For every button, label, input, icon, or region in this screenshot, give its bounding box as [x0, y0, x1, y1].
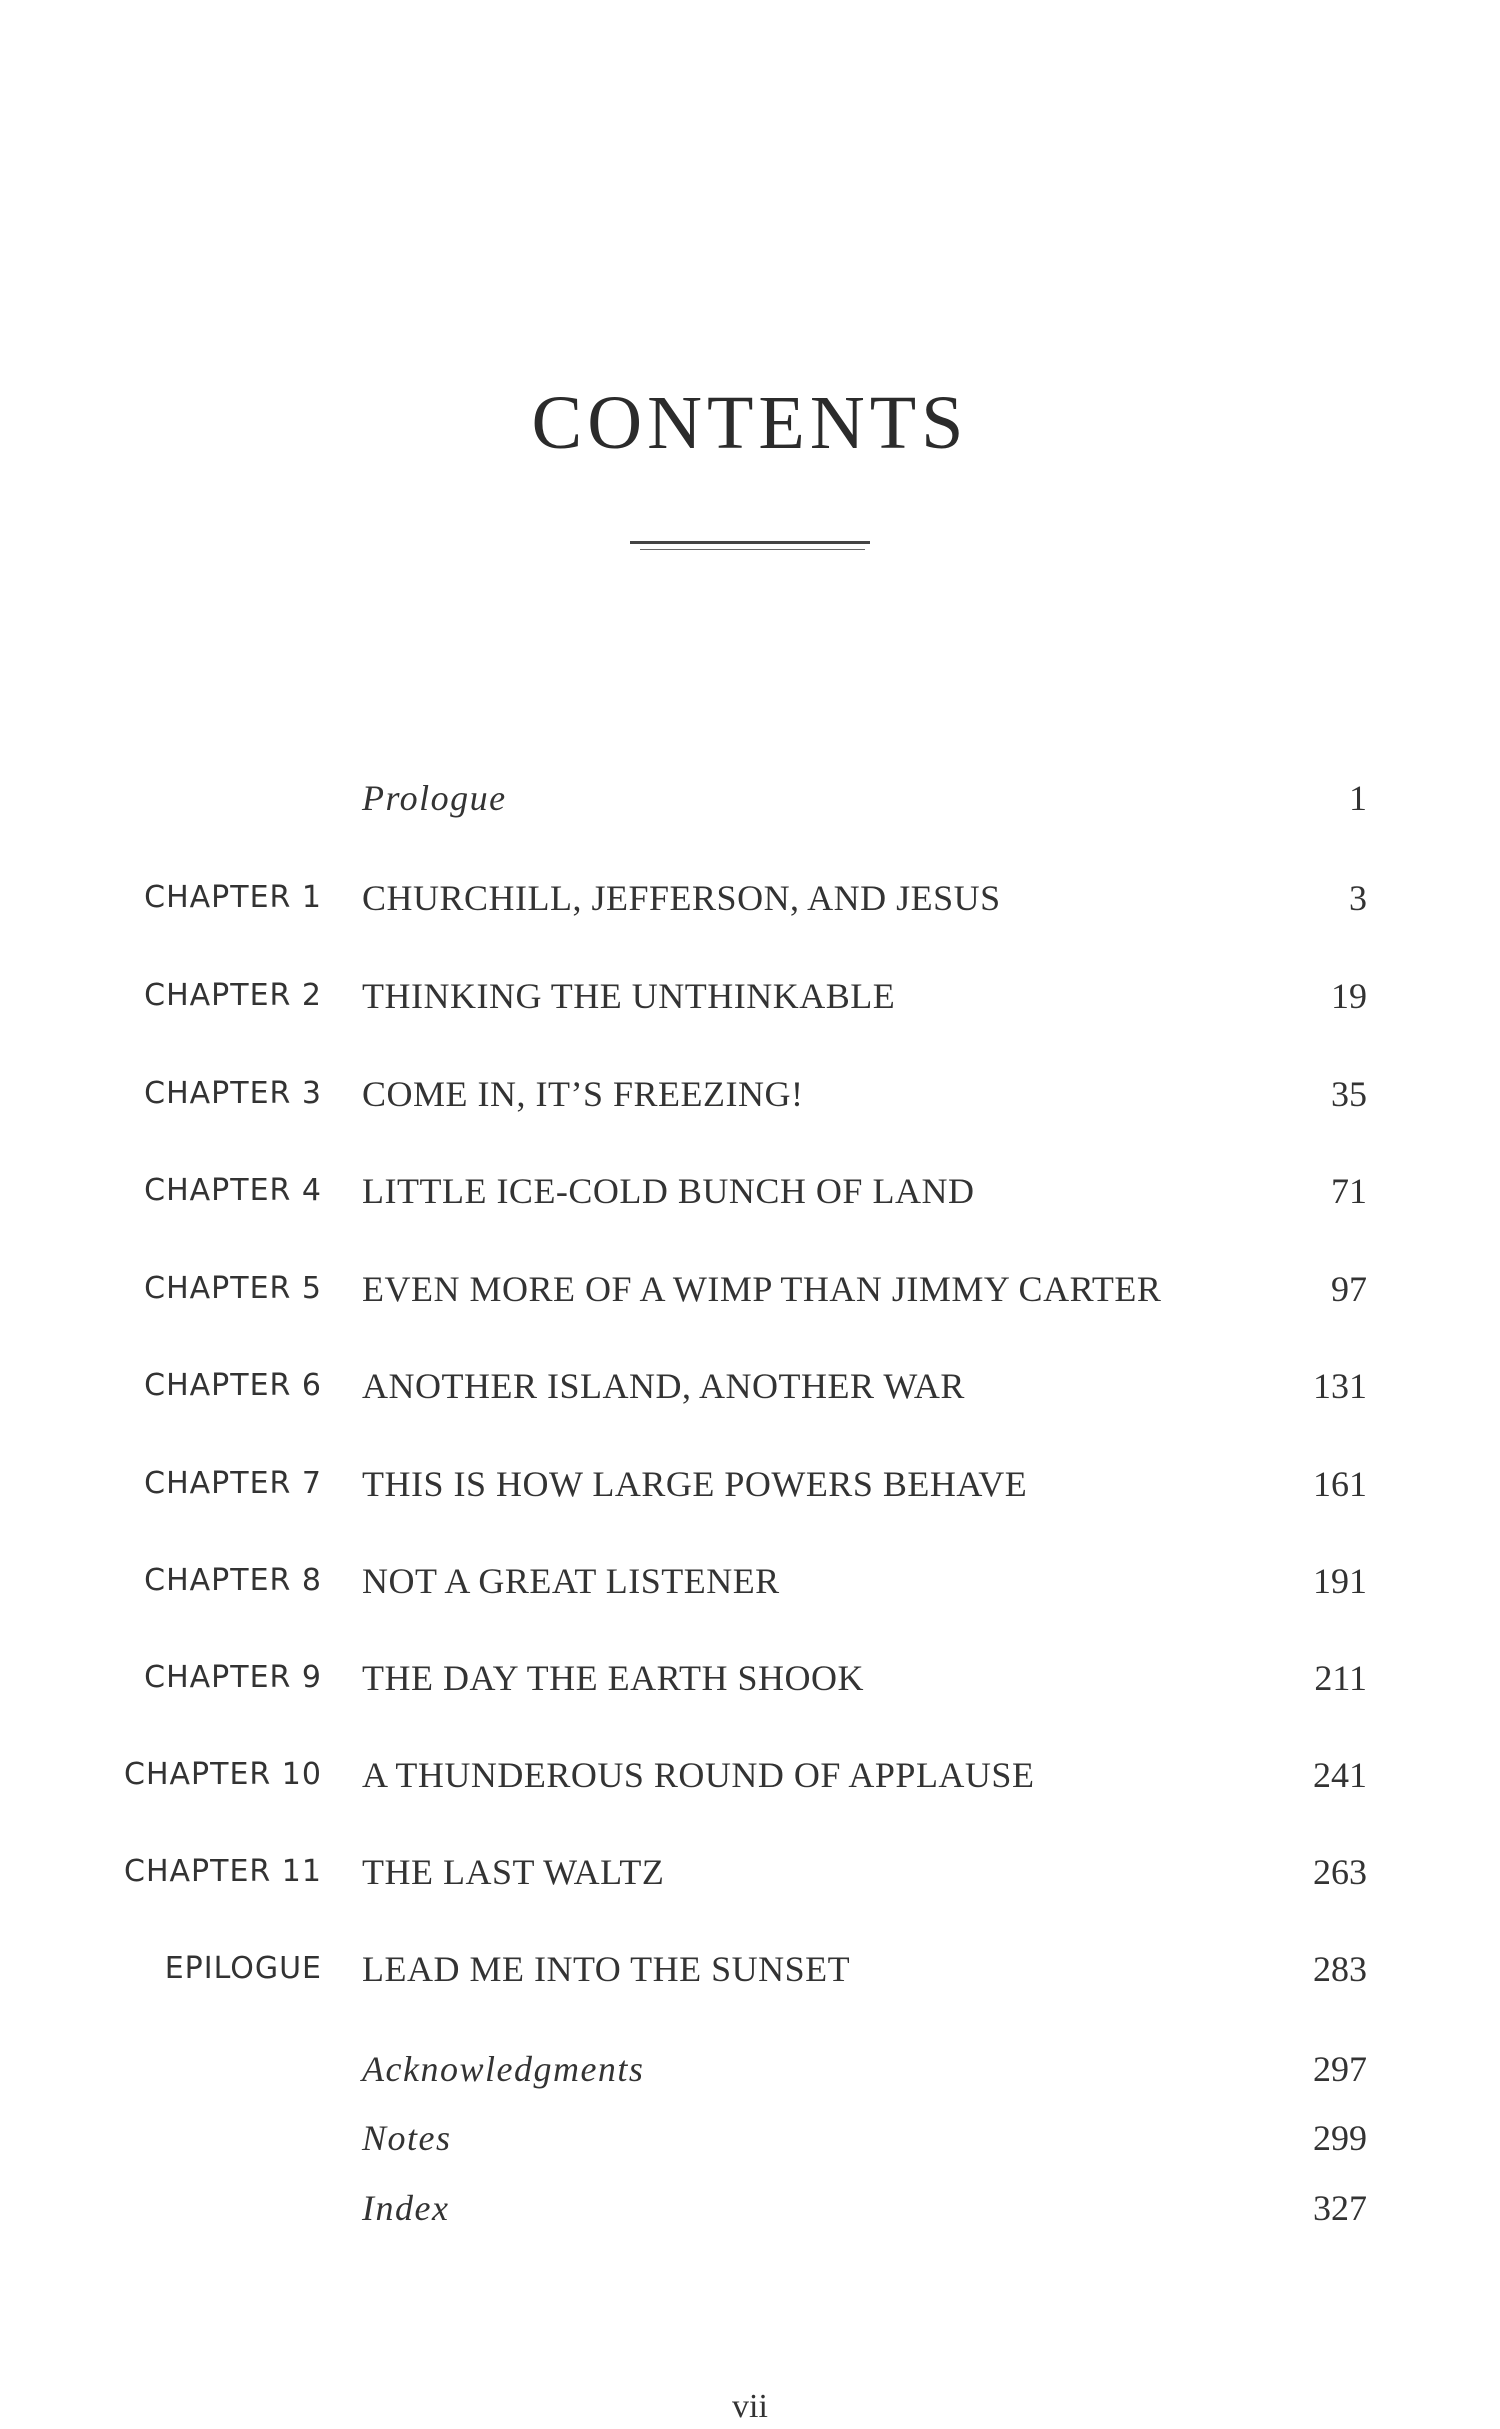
toc-entry-chapter-4[interactable]	[0, 1161, 1500, 1221]
toc-entry-page: 263	[1313, 1852, 1367, 1892]
toc-entry-chapter-5[interactable]	[0, 1259, 1500, 1319]
toc-entry-page: 283	[1313, 1949, 1367, 1989]
toc-entry-title: THINKING THE UNTHINKABLE	[362, 976, 896, 1016]
toc-entry-title: A THUNDEROUS ROUND OF APPLAUSE	[362, 1755, 1035, 1795]
toc-entry-label: CHAPTER 6	[144, 1368, 322, 1403]
title-rule-thin	[640, 549, 865, 550]
toc-entry-page: 71	[1331, 1171, 1367, 1211]
toc-entry-page: 35	[1331, 1074, 1367, 1114]
toc-entry-chapter-6[interactable]	[0, 1356, 1500, 1416]
toc-entry-label: CHAPTER 8	[144, 1563, 322, 1598]
toc-entry-index[interactable]	[0, 2178, 1500, 2238]
toc-entry-title: ANOTHER ISLAND, ANOTHER WAR	[362, 1366, 965, 1406]
toc-entry-prologue[interactable]	[0, 768, 1500, 828]
toc-entry-chapter-11[interactable]	[0, 1842, 1500, 1902]
toc-entry-label: CHAPTER 3	[144, 1076, 322, 1111]
toc-entry-title: Index	[362, 2188, 450, 2228]
toc-entry-page: 299	[1313, 2118, 1367, 2158]
toc-entry-chapter-9[interactable]	[0, 1648, 1500, 1708]
toc-entry-page: 327	[1313, 2188, 1367, 2228]
page-number: vii	[732, 2388, 768, 2425]
toc-entry-title: Acknowledgments	[362, 2049, 645, 2089]
toc-entry-page: 297	[1313, 2049, 1367, 2089]
toc-entry-chapter-3[interactable]	[0, 1064, 1500, 1124]
toc-entry-page: 1	[1349, 778, 1367, 818]
toc-entry-title: THIS IS HOW LARGE POWERS BEHAVE	[362, 1464, 1028, 1504]
toc-entry-title: THE DAY THE EARTH SHOOK	[362, 1658, 864, 1698]
toc-entry-title: LITTLE ICE-COLD BUNCH OF LAND	[362, 1171, 975, 1211]
toc-entry-label: CHAPTER 11	[124, 1854, 322, 1889]
toc-entry-chapter-7[interactable]	[0, 1454, 1500, 1514]
toc-entry-chapter-2[interactable]	[0, 966, 1500, 1026]
toc-entry-page: 191	[1313, 1561, 1367, 1601]
toc-entry-label: CHAPTER 10	[124, 1757, 322, 1792]
toc-entry-title: COME IN, IT’S FREEZING!	[362, 1074, 804, 1114]
toc-entry-title: CHURCHILL, JEFFERSON, AND JESUS	[362, 878, 1001, 918]
toc-entry-page: 97	[1331, 1269, 1367, 1309]
toc-entry-page: 211	[1314, 1658, 1367, 1698]
toc-entry-label: CHAPTER 1	[144, 880, 322, 915]
toc-entry-label: CHAPTER 4	[144, 1173, 322, 1208]
toc-entry-epilogue[interactable]	[0, 1939, 1500, 1999]
title-rule-thick	[630, 541, 870, 544]
toc-entry-page: 19	[1331, 976, 1367, 1016]
toc-entry-title: NOT A GREAT LISTENER	[362, 1561, 780, 1601]
toc-entry-chapter-1[interactable]	[0, 868, 1500, 928]
toc-entry-acknowledgments[interactable]	[0, 2039, 1500, 2099]
toc-entry-page: 131	[1313, 1366, 1367, 1406]
toc-entry-label: CHAPTER 9	[144, 1660, 322, 1695]
toc-entry-chapter-10[interactable]	[0, 1745, 1500, 1805]
toc-entry-chapter-8[interactable]	[0, 1551, 1500, 1611]
toc-entry-title: THE LAST WALTZ	[362, 1852, 665, 1892]
toc-entry-page: 3	[1349, 878, 1367, 918]
toc-entry-label: CHAPTER 7	[144, 1466, 322, 1501]
toc-entry-label: EPILOGUE	[164, 1951, 322, 1986]
toc-entry-label: CHAPTER 5	[144, 1271, 322, 1306]
toc-entry-title: EVEN MORE OF A WIMP THAN JIMMY CARTER	[362, 1269, 1162, 1309]
toc-entry-title: Notes	[362, 2118, 452, 2158]
toc-entry-title: LEAD ME INTO THE SUNSET	[362, 1949, 851, 1989]
toc-entry-label: CHAPTER 2	[144, 978, 322, 1013]
toc-entry-notes[interactable]	[0, 2108, 1500, 2168]
toc-entry-page: 161	[1313, 1464, 1367, 1504]
toc-entry-page: 241	[1313, 1755, 1367, 1795]
page-title: CONTENTS	[531, 381, 969, 465]
toc-entry-title: Prologue	[362, 778, 507, 818]
